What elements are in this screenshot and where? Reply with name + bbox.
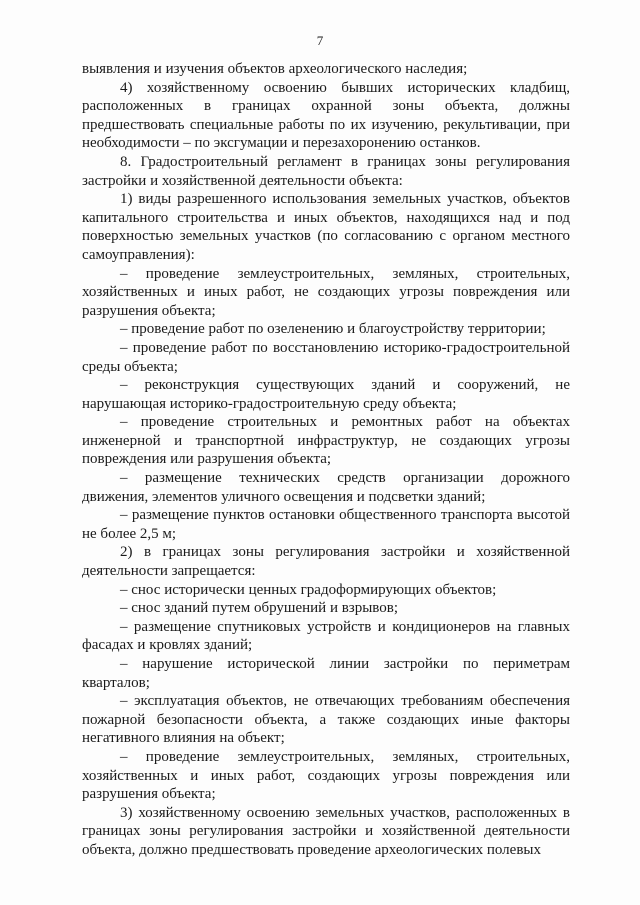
paragraph: 3) хозяйственному освоению земельных участков, расположенных в границах зоны регулирования застройки и хозяйственной деятельности объекта, должно предшествовать проведение археологических полевых [82, 804, 570, 858]
paragraph: – проведение работ по восстановлению историко-градостроительной среды объекта; [82, 339, 570, 375]
paragraph: – реконструкция существующих зданий и сооружений, не нарушающая историко-градостроительную среду объекта; [82, 377, 570, 412]
paragraph: – размещение спутниковых устройств и кондиционеров на главных фасадах и кровлях зданий; [82, 618, 570, 654]
page-number: 7 [316, 33, 324, 48]
paragraph: 8. Градостроительный регламент в границах зоны регулирования застройки и хозяйственной деятельности объекта: [82, 153, 570, 189]
paragraph: – проведение строительных и ремонтных работ на объектах инженерной и транспортной инфраструктур, не создающих угрозы повреждения или разрушения объекта; [82, 414, 570, 468]
paragraph: – проведение работ по озеленению и благоустройству территории; [120, 321, 546, 338]
paragraph: 1) виды разрешенного использования земельных участков, объектов капитального строительства и иных объектов, находящихся над и под поверхностью земельных участков (по согласованию с органом местного самоуправления): [82, 191, 570, 263]
paragraph: 2) в границах зоны регулирования застройки и хозяйственной деятельности запрещается: [82, 544, 570, 580]
paragraph: – проведение землеустроительных, земляных, строительных, хозяйственных и иных работ, создающих угрозы повреждения или разрушения объекта; [82, 748, 570, 803]
paragraph: – размещение пунктов остановки общественного транспорта высотой не более 2,5 м; [82, 507, 570, 542]
paragraph: выявления и изучения объектов археологического наследия; [82, 61, 468, 77]
paragraph: – снос зданий путем обрушений и взрывов; [120, 600, 399, 617]
paragraph: – нарушение исторической линии застройки по периметрам кварталов; [82, 656, 570, 691]
paragraph: – проведение землеустроительных, земляных, строительных, хозяйственных и иных работ, не создающих угрозы повреждения или разрушения объекта; [82, 265, 570, 319]
paragraph: – снос исторически ценных градоформирующих объектов; [120, 581, 497, 598]
paragraph: 4) хозяйственному освоению бывших исторических кладбищ, расположенных в границах охранной зоны объекта, должны предшествовать специальные работы по их изучению, рекультивации, при необходимости – по эксгумации и перезахоронению останков. [82, 79, 570, 152]
document-body [82, 60, 570, 860]
paragraph: – эксплуатация объектов, не отвечающих требованиям обеспечения пожарной безопасности объекта, а также создающих иные факторы негативного влияния на объект; [82, 693, 570, 747]
paragraph: – размещение технических средств организации дорожного движения, элементов уличного освещения и подсветки зданий; [82, 470, 570, 505]
